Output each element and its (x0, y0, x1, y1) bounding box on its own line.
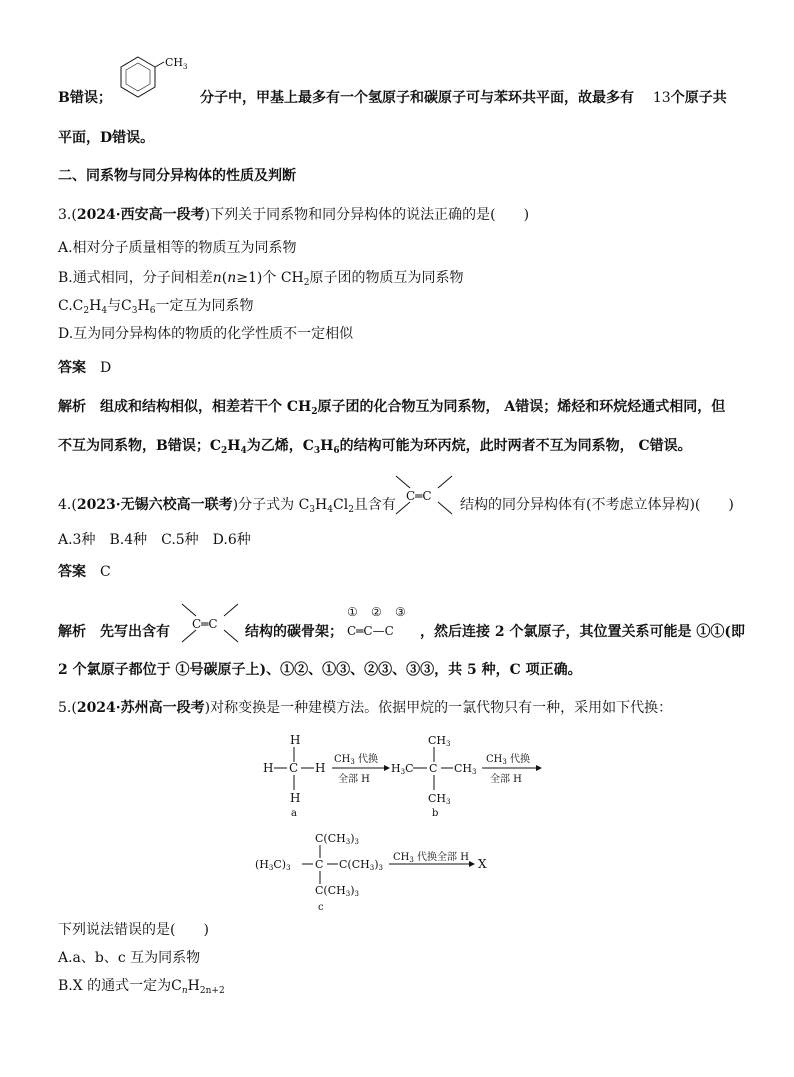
q3-b-n: n (212, 270, 222, 286)
neopentane-b (391, 734, 476, 819)
q3-c-s4: 6 (149, 306, 156, 316)
q3-analysis-line1 (58, 397, 725, 417)
label-c: c (318, 902, 324, 913)
q3-c-s1: 2 (83, 306, 90, 316)
a-h-left: H (263, 761, 274, 775)
q5-scheme-row2 (255, 830, 505, 914)
q3-b-mid1: ( (221, 270, 228, 286)
a-c: C (289, 761, 299, 775)
arrow1-head (384, 765, 390, 771)
q4-source: 2023·无锡六校高一联考 (76, 497, 233, 513)
b-ch3-right: CH3 (454, 762, 477, 776)
arrow2-top: $CH_3$ 代换 (486, 754, 531, 766)
methyl-bond (155, 62, 164, 67)
q3-b-post: 原子团的物质互为同系物 (309, 270, 464, 286)
section-title: 二、同系物与同分异构体的性质及判断 (58, 168, 296, 184)
q4-analysis-label: 解析 (58, 624, 86, 640)
q5-b-n: n (181, 986, 188, 996)
alkene-bond-bl (396, 502, 410, 514)
q4-alkene-structure (392, 470, 456, 526)
alkene-label: C═C (406, 489, 432, 503)
q4-mid1: )分子式为 C (232, 497, 310, 513)
q3-analysis-2a: 不互为同系物，B错误；C (58, 438, 221, 454)
c-center: C (315, 858, 324, 871)
b-h3c-left: H3C (391, 762, 414, 776)
q3-analysis-line2 (58, 436, 692, 456)
q3-option-c (58, 296, 253, 316)
q4-s3: 2 (348, 505, 354, 515)
a-h-bottom: H (290, 791, 301, 805)
q5-scheme-row1 (260, 732, 550, 822)
a-alkene-label: C═C (192, 617, 218, 631)
arrow1-top: $CH_3$ 代换 (334, 754, 379, 766)
skeleton-chain: C═C—C (347, 624, 394, 638)
c-tbu-right: C(CH3)3 (339, 858, 383, 872)
methane-a (263, 733, 325, 819)
q4-analysis-line1 (58, 622, 170, 642)
arrow-1 (332, 752, 390, 785)
arrow-2 (482, 752, 542, 785)
q3-c-3: 与C (107, 298, 132, 314)
q3-analysis-2b: H (227, 438, 241, 454)
q3-b-n2: n (227, 270, 237, 286)
q3-analysis-2e: 的结构可能为环丙烷，此时两者不互为同系物， C错误。 (339, 438, 692, 454)
label-b: b (432, 808, 439, 819)
skeleton-num-3: ③ (395, 605, 406, 619)
alkene-bond-br (438, 502, 452, 514)
q4-s1: 3 (309, 505, 316, 515)
a-alkene-bond-tl (182, 604, 196, 616)
b-error-tail: 个原子共 (670, 90, 727, 106)
b-ch3-bottom: CH3 (428, 792, 451, 806)
c-tbu-top: C(CH3)3 (315, 832, 359, 846)
product-x: X (478, 857, 487, 871)
q3-option-a: A.相对分子质量相等的物质互为同系物 (58, 240, 297, 256)
q4-mid2: H (315, 497, 328, 513)
q4-s2: 4 (327, 505, 333, 515)
b-error-text (200, 88, 727, 108)
q4-stem (58, 495, 396, 515)
arrow-3 (389, 850, 487, 871)
arrow2-head (536, 765, 542, 771)
q4-analysis-a: 先写出含有 (100, 624, 170, 640)
b-error-body: 分子中，甲基上最多有一个氢原子和碳原子可与苯环共平面，故最多有 (200, 90, 634, 106)
methyl-label: $CH_3$ (165, 56, 188, 71)
q5-b-h: H (187, 978, 200, 994)
q3-analysis-2s4: 6 (333, 446, 340, 456)
q4-answer (58, 562, 111, 582)
q5-stem-text: )对称变换是一种建模方法。依据甲烷的一氯代物只有一种，采用如下代换： (204, 700, 673, 716)
arrow3-top: $CH_3$ 代换全部 H (393, 852, 469, 864)
q4-answer-value: C (100, 564, 111, 580)
benzene-inner (126, 63, 150, 91)
alkene-bond-tr (438, 476, 452, 488)
a-alkene-bond-bl (182, 630, 196, 642)
a-alkene-bond-tr (224, 604, 238, 616)
skeleton-num-1: ① (347, 605, 358, 619)
q4-answer-label: 答案 (58, 564, 86, 580)
b-ch3-top: CH3 (428, 734, 451, 748)
b-error-line (58, 88, 112, 108)
q3-option-d: D.互为同分异构体的物质的化学性质不一定相似 (58, 326, 354, 342)
q3-analysis-2s1: 2 (220, 446, 228, 456)
q3-c-5: 一定互为同系物 (155, 298, 254, 314)
q3-answer-value: D (100, 360, 112, 376)
molecule-c (255, 832, 383, 913)
toluene-structure (118, 52, 198, 106)
q3-option-b (58, 268, 464, 288)
q3-analysis-2s3: 3 (313, 446, 321, 456)
arrow1-bottom: 全部 H (338, 774, 370, 785)
q5-option-b (58, 976, 225, 996)
a-h-right: H (315, 761, 326, 775)
q4-skeleton (345, 604, 415, 644)
b-error-line2: 平面，D错误。 (58, 130, 155, 146)
q3-c-s3: 3 (131, 306, 138, 316)
q3-source: 2024·西安高一段考 (76, 207, 205, 223)
q3-analysis-1s: 2 (311, 407, 318, 417)
q3-num: 3.( (58, 207, 77, 223)
q3-c-1: C.C (58, 298, 84, 314)
atom-count: 13 (652, 90, 671, 106)
q3-answer (58, 358, 111, 378)
q5-source: 2024·苏州高一段考 (76, 700, 205, 716)
q4-analysis-b: 结构的碳骨架； (245, 624, 343, 640)
q4-analysis-alkene (178, 598, 242, 654)
c-tbu-left: (H3C)3 (255, 858, 291, 872)
q4-analysis-line2: 2 个氯原子都位于 ①号碳原子上)、①②、①③、②③、③③，共 5 种，C 项正确。 (58, 662, 582, 678)
q5-b-sub: 2n+2 (199, 986, 225, 996)
q5-b-pre: B.X 的通式一定为C (58, 978, 182, 994)
q3-analysis-2s2: 4 (240, 446, 247, 456)
q4-stem-post: 结构的同分异构体有(不考虑立体异构)( ) (460, 497, 734, 513)
q3-stem (58, 205, 529, 225)
c-tbu-bottom: C(CH3)3 (315, 884, 359, 898)
q5-ask: 下列说法错误的是( ) (58, 922, 209, 938)
q3-analysis-1b: 原子团的化合物互为同系物， A错误；烯烃和环烷烃通式相同，但 (317, 399, 726, 415)
q3-stem-text: )下列关于同系物和同分异构体的说法正确的是( ) (204, 207, 530, 223)
q3-analysis-1a: 组成和结构相似，相差若干个 CH (100, 399, 312, 415)
q3-analysis-2d: H (320, 438, 334, 454)
q4-mid3: Cl (332, 497, 349, 513)
arrow3-head (469, 861, 475, 867)
b-c: C (429, 762, 438, 775)
q4-num: 4.( (58, 497, 77, 513)
q3-analysis-2c: 为乙烯，C (246, 438, 314, 454)
q3-c-s2: 4 (101, 306, 108, 316)
q3-b-pre: B.通式相同，分子间相差 (58, 270, 213, 286)
label-a: a (291, 808, 297, 819)
skeleton-num-2: ② (371, 605, 382, 619)
q4-mid4: 且含有 (353, 497, 396, 513)
q3-answer-label: 答案 (58, 360, 86, 376)
q4-analysis-c: ，然后连接 2 个氯原子，其位置关系可能是 ①①(即 (420, 624, 745, 640)
q5-stem (58, 698, 672, 718)
q4-options: A.3种 B.4种 C.5种 D.6种 (58, 532, 251, 548)
q3-c-2: H (89, 298, 102, 314)
a-alkene-bond-br (224, 630, 238, 642)
q3-b-mid2: ≥1)个 CH (236, 270, 304, 286)
q5-option-a: A.a、b、c 互为同系物 (58, 950, 201, 966)
alkene-bond-tl (396, 476, 410, 488)
q3-c-4: H (137, 298, 150, 314)
q3-analysis-label: 解析 (58, 399, 86, 415)
b-error-prefix: B错误； (58, 90, 112, 106)
a-h-top: H (290, 733, 301, 747)
q5-num: 5.( (58, 700, 77, 716)
q3-b-sub: 2 (303, 278, 310, 288)
arrow2-bottom: 全部 H (490, 774, 522, 785)
